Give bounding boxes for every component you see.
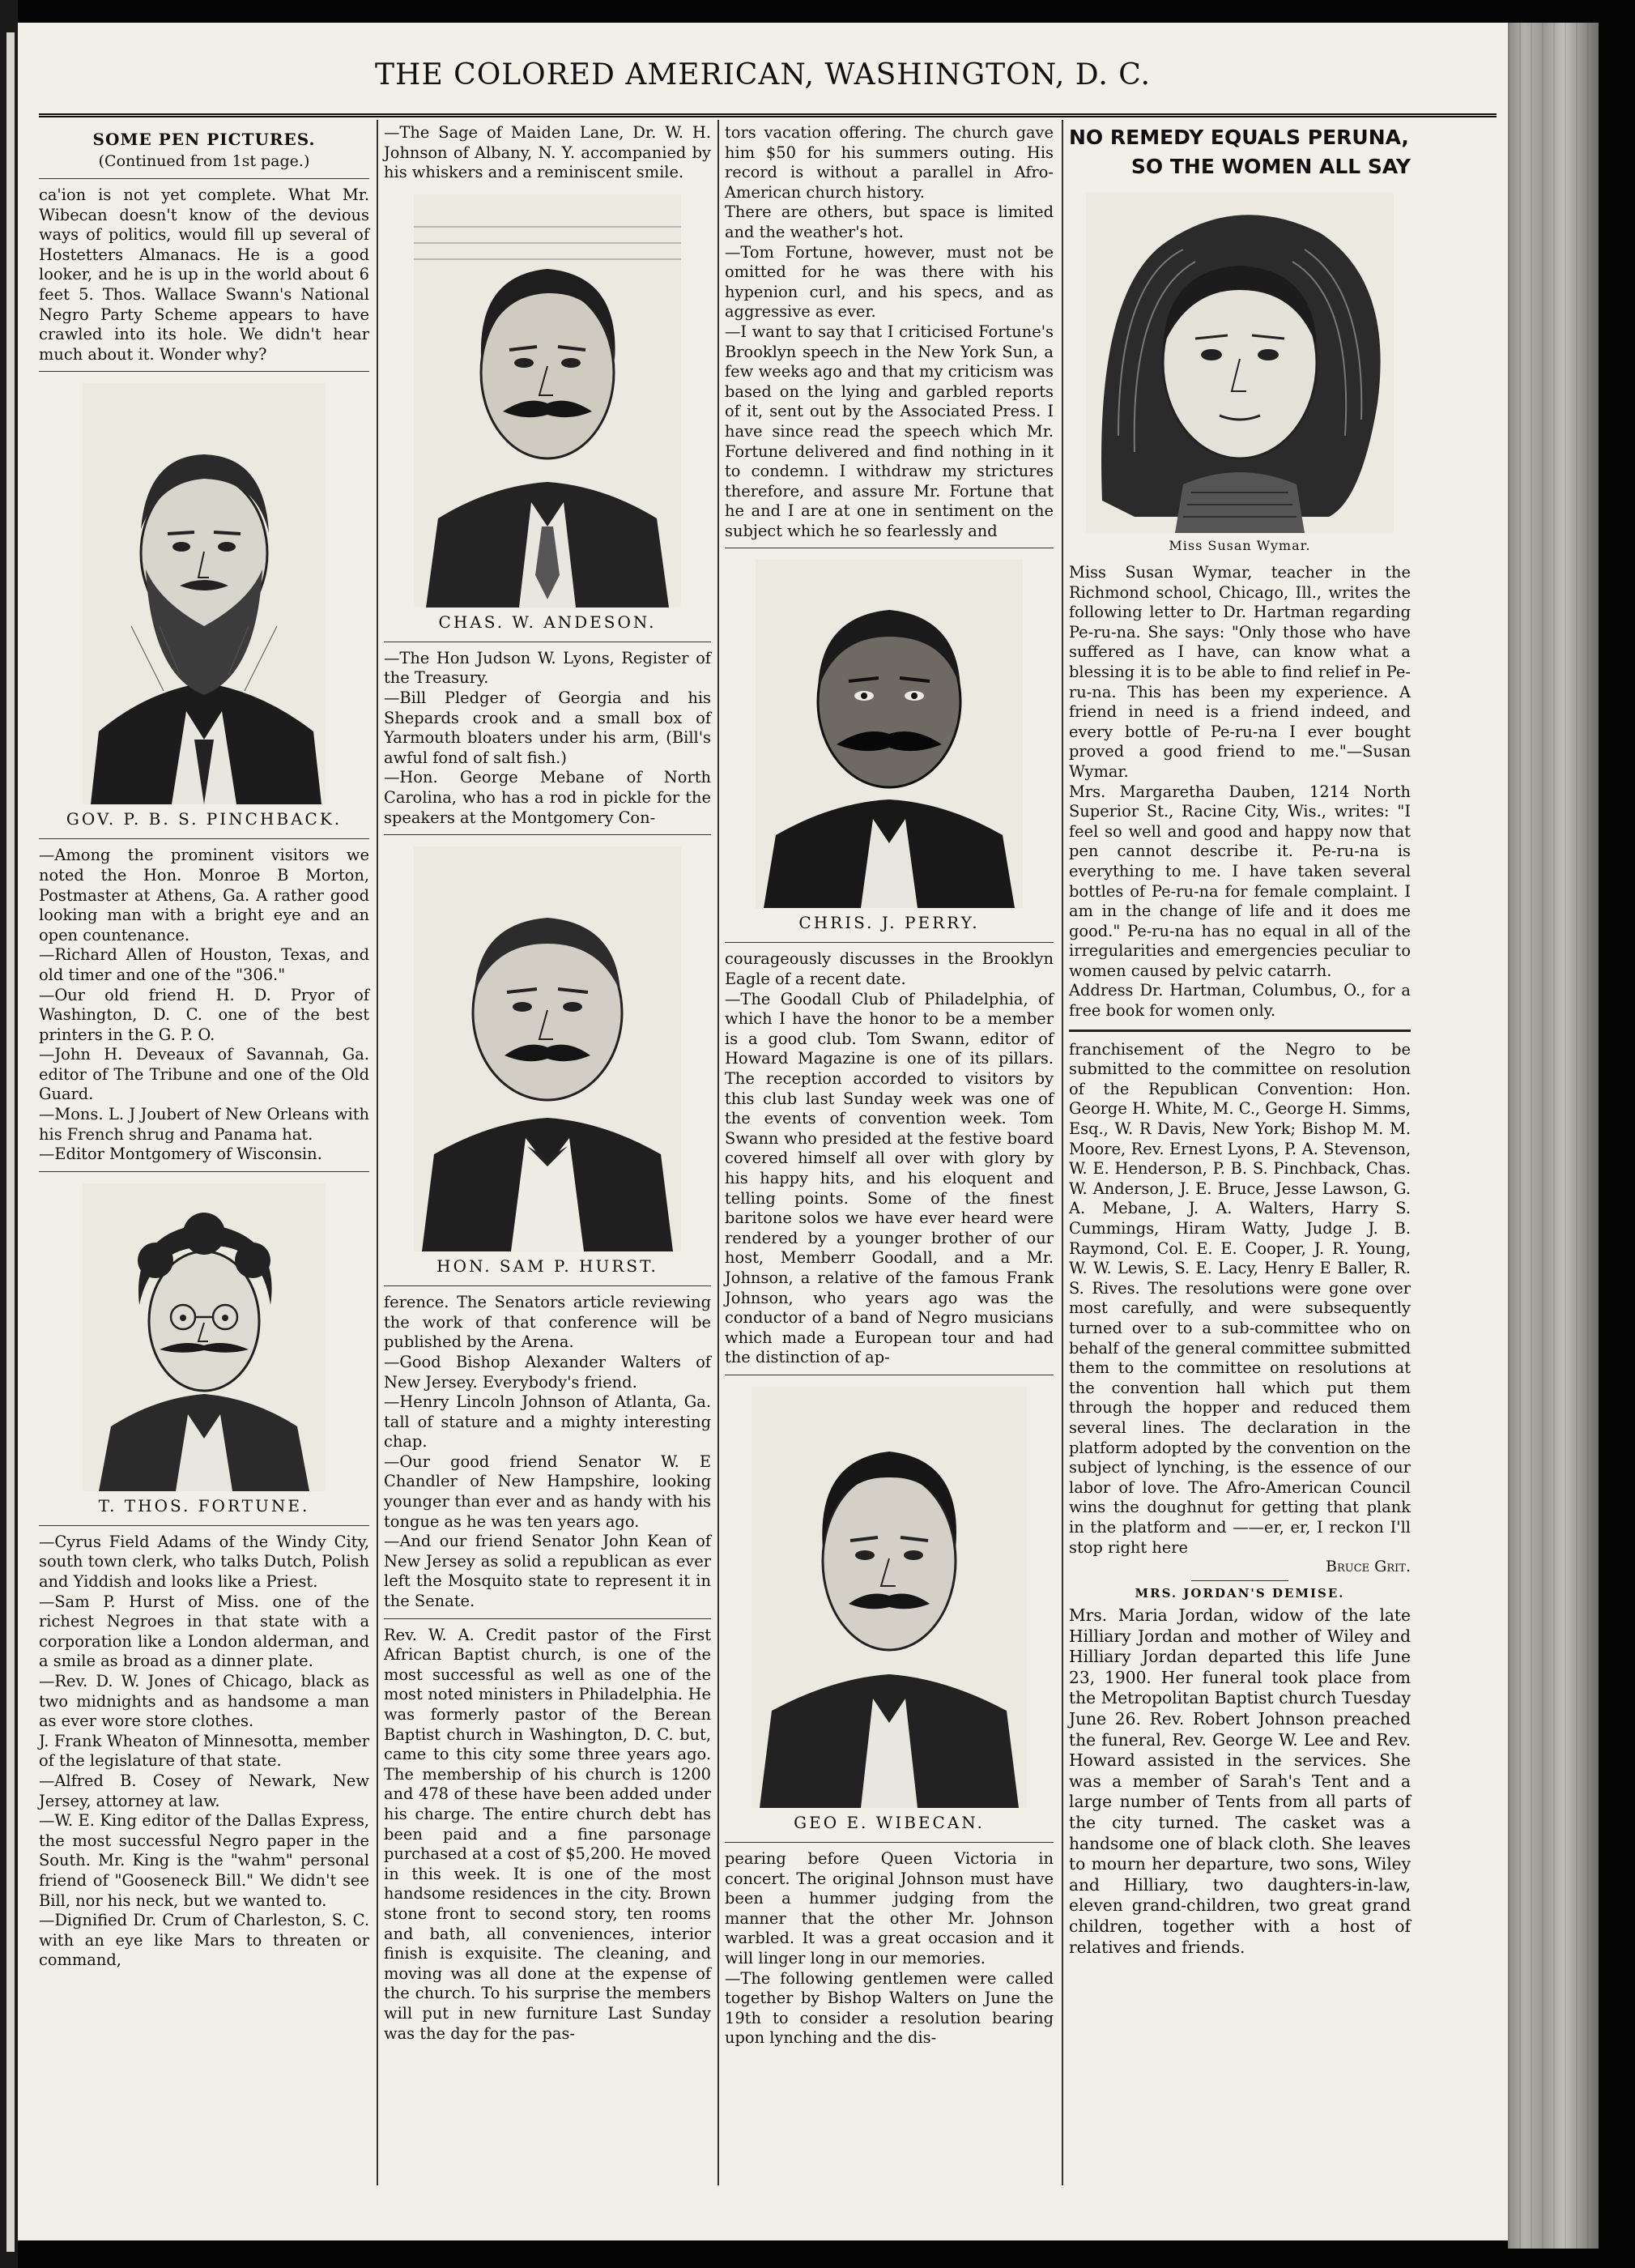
divider (384, 834, 711, 835)
divider (1191, 1580, 1288, 1581)
paragraph: —Rev. D. W. Jones of Chicago, black as two midnights and as handsome a man as ever wore store clothes. (39, 1672, 369, 1731)
paragraph: franchisement of the Negro to be submitted to the committee on resolution of the Republican Convention: Hon. George H. White, M. C., George H. Simms, Esq., W. R Davis, New York; Bishop M. M. Moore, Rev. Ernest Lyons, P. A. Stevenson, W. E. Henderson, P. B. S. Pinchback, Chas. W. Anderson, J. E. Bruce, Jesse Lawson, G. A. Mebane, J. A. Walters, Harry S. Cummings, Hiram Watty, Judge J. B. Raymond, Col. E. E. Cooper, J. R. Young, W. W. Lewis, S. E. Lacy, Henry E Baller, R. S. Rives. The resolutions were gone over most carefully, and were subsequently turned over to a sub-committee who on behalf of the general committee submitted them to the committee on resolutions at the convention hall which put them through the hopper and reduced them several lines. The declaration in the platform adopted by the convention on the subject of lynching, is the essence of our labor of love. The Afro-American Council wins the doughnut for getting that plank in the platform and ——er, er, I reckon I'll stop right here (1069, 1039, 1411, 1557)
divider (39, 838, 369, 839)
paragraph: —I want to say that I criticised Fortune's Brooklyn speech in the New York Sun, a few weeks ago and that my criticism was based on the lying and garbled reports of it, sent out by the Associated Press. I have since read the speech which Mr. Fortune delivered and find nothing in it to condemn. I withdraw my strictures therefore, and assure Mr. Fortune that he and I are at one in sentiment on the subject which he so fearlessly and (725, 322, 1054, 540)
divider (1069, 1030, 1411, 1032)
portrait-engraving-hurst (414, 846, 681, 1251)
signature: Bruce Grit. (1326, 1558, 1411, 1576)
ad-headline: SO THE WOMEN ALL SAY (1130, 155, 1411, 178)
paragraph: Mrs. Maria Jordan, widow of the late Hilliary Jordan and mother of Wiley and Hilliary Jordan departed this life June 23, 1900. Her funeral took place from the Metropolitan Baptist church Tuesday June 26. Rev. Robert Johnson preached the funeral, Rev. George W. Lee and Rev. Howard assisted in the services. She was a member of Sarah's Tent and a large number of Tents from all parts of the city turned. The casket was a handsome one of black cloth. She leaves to mourn her departure, two sons, Wiley and Hilliary, two daughters-in-law, eleven grand-children, two great grand children, together with a host of relatives and friends. (1069, 1605, 1411, 1957)
column-4 (1069, 123, 1411, 1958)
divider (384, 1618, 711, 1619)
paragraph: Rev. W. A. Credit pastor of the First African Baptist church, is one of the most successful as well as one of the most noted ministers in Philadelphia. He was formerly pastor of the Berean Baptist church in Washington, D. C. but, came to this city some three years ago. The membership of his church is 1200 and 478 of these have been added under his charge. The entire church debt has been paid and a fine parsonage purchased at a cost of $5,200. He moved in this week. It is one of the most handsome residences in the city. Brown stone front to second story, ten rooms and bath, all conveniences, interior finish is exquisite. The cleaning, and moving was all done at the expense of the church. To his surprise the members will put in new furniture Last Sunday was the day for the pas- (384, 1625, 711, 2043)
ad-caption: Miss Susan Wymar. (1169, 538, 1311, 553)
paragraph: —Our old friend H. D. Pryor of Washington, D. C. one of the best printers in the G. P. O. (39, 985, 369, 1044)
paragraph: —Hon. George Mebane of North Carolina, who has a rod in pickle for the speakers at the Montgomery Con- (384, 768, 711, 827)
ad-headline: NO REMEDY EQUALS PERUNA, (1069, 126, 1409, 149)
paragraph: —The Hon Judson W. Lyons, Register of the Treasury. (384, 648, 711, 688)
adjacent-page-edge (6, 32, 15, 2252)
paragraph: There are others, but space is limited and the weather's hot. (725, 202, 1054, 241)
portrait-caption: CHRIS. J. PERRY. (798, 913, 980, 933)
paragraph: —Editor Montgomery of Wisconsin. (39, 1145, 322, 1164)
portrait-engraving-fortune (83, 1183, 326, 1491)
column-rule (717, 120, 719, 2185)
paragraph: —Among the prominent visitors we noted the Hon. Monroe B Morton, Postmaster at Athens, Ga. A rather good looking man with a bright eye and an open countenance. (39, 846, 369, 944)
column-2 (384, 123, 711, 2044)
paragraph: pearing before Queen Victoria in concert. The original Johnson must have been a hummer judging from the manner that the other Mr. Johnson warbled. It was a great occasion and it will linger long in our memories. (725, 1848, 1054, 1967)
portrait-engraving-susan-wymar (1086, 193, 1394, 533)
divider (384, 1285, 711, 1286)
paragraph: tors vacation offering. The church gave him $50 for his summers outing. His record is without a parallel in Afro-American church history. (725, 123, 1054, 202)
portrait-caption: CHAS. W. ANDESON. (438, 612, 657, 632)
column-rule (1062, 120, 1063, 2185)
divider (725, 1842, 1054, 1843)
paragraph: —Our good friend Senator W. E Chandler of New Hampshire, looking younger than ever and as handy with his tongue as he was ten years ago. (384, 1452, 711, 1531)
divider (39, 1525, 369, 1526)
paragraph: —Mons. L. J Joubert of New Orleans with his French shrug and Panama hat. (39, 1105, 369, 1144)
portrait-caption: GOV. P. B. S. PINCHBACK. (66, 809, 343, 829)
article-heading: MRS. JORDAN'S DEMISE. (1135, 1586, 1345, 1601)
paragraph: ference. The Senators article reviewing the work of that conference will be published by the Arena. (384, 1293, 711, 1352)
divider (39, 178, 369, 179)
divider (39, 371, 369, 372)
paragraph: —Alfred B. Cosey of Newark, New Jersey, attorney at law. (39, 1771, 369, 1810)
paragraph: —Tom Fortune, however, must not be omitted for he was there with his hypenion curl, and his specs, and as aggressive as ever. (725, 242, 1054, 322)
ad-paragraph: Address Dr. Hartman, Columbus, O., for a free book for women only. (1069, 981, 1411, 1021)
portrait-engraving-pinchback (83, 383, 326, 804)
paragraph: —The Sage of Maiden Lane, Dr. W. H. Johnson of Albany, N. Y. accompanied by his whiskers and a reminiscent smile. (384, 123, 711, 182)
divider (725, 942, 1054, 943)
column-rule (377, 120, 378, 2185)
paragraph: —The following gentlemen were called together by Bishop Walters on June the 19th to consider a resolution bearing upon lynching and the dis- (725, 1968, 1054, 2048)
masthead: THE COLORED AMERICAN, WASHINGTON, D. C. (375, 58, 1151, 92)
portrait-caption: GEO E. WIBECAN. (794, 1812, 985, 1832)
newspaper-page (18, 23, 1508, 2240)
paragraph: —John H. Deveaux of Savannah, Ga. editor of The Tribune and one of the Old Guard. (39, 1045, 369, 1104)
column-3 (725, 123, 1054, 2048)
paragraph: —The Goodall Club of Philadelphia, of which I have the honor to be a member is a good club. Tom Swann, editor of Howard Magazine is one of its pillars. The reception accorded to visitors by this club last Sunday week was one of the events of convention week. Tom Swann who presided at the festive board covered himself all over with glory by his happy hits, and his eloquent and telling points. Some of the finest baritone solos we have ever heard were rendered by a younger brother of our host, Memberr Goodall, and a Mr. Johnson, a relative of the famous Frank Johnson, who years ago was the conductor of a band of Negro musicians which made a European tour and had the distinction of ap- (725, 989, 1054, 1367)
ad-paragraph: Miss Susan Wymar, teacher in the Richmond school, Chicago, Ill., writes the following letter to Dr. Hartman regarding Pe-ru-na. She says: "Only those who have suffered as I have, can know what a blessing it is to be able to find relief in Pe-ru-na. This has been my experience. A friend in need is a friend indeed, and every bottle of Pe-ru-na I ever bought proved a good friend to me."—Susan Wymar. (1069, 563, 1411, 781)
paragraph: —Good Bishop Alexander Walters of New Jersey. Everybody's friend. (384, 1352, 711, 1392)
paragraph: courageously discusses in the Brooklyn Eagle of a recent date. (725, 949, 1054, 989)
masthead-rule (39, 113, 1497, 117)
portrait-caption: T. THOS. FORTUNE. (98, 1495, 310, 1516)
paragraph: —Cyrus Field Adams of the Windy City, south town clerk, who talks Dutch, Polish and Yiddish and looks like a Priest. (39, 1532, 369, 1592)
article-heading: SOME PEN PICTURES. (92, 130, 316, 149)
ad-paragraph: Mrs. Margaretha Dauben, 1214 North Superior St., Racine City, Wis., writes: "I feel so well and good and happy now that pen cannot describe it. Pe-ru-na is everything to me. I have taken several bottles of Pe-ru-na for female complaint. I am in the change of life and it does me good." Pe-ru-na has no equal in all of the irregularities and emergencies peculiar to women caused by pelvic catarrh. (1069, 782, 1411, 980)
column-1 (39, 123, 369, 1971)
paragraph: —Sam P. Hurst of Miss. one of the richest Negroes in that state with a corporation like a London alderman, and a smile as broad as a dinner plate. (39, 1592, 369, 1671)
paragraph: —And our friend Senator John Kean of New Jersey as solid a republican as ever left the Mosquito state to represent it in the Senate. (384, 1532, 711, 1611)
portrait-engraving-perry (756, 560, 1023, 908)
portrait-engraving-wibecan (752, 1387, 1027, 1808)
paragraph: ca'ion is not yet complete. What Mr. Wibecan doesn't know of the devious ways of politics, would fill up several of Hostetters Almanacs. He is a good looker, and he is up in the world about 6 feet 5. Thos. Wallace Swann's National Negro Party Scheme appears to have crawled into its hole. We didn't hear much about it. Wonder why? (39, 185, 369, 364)
paragraph: —Henry Lincoln Johnson of Atlanta, Ga. tall of stature and a mighty interesting chap. (384, 1392, 711, 1452)
portrait-caption: HON. SAM P. HURST. (436, 1256, 658, 1277)
paragraph: J. Frank Wheaton of Minnesotta, member of the legislature of that state. (39, 1731, 369, 1771)
paragraph: —Richard Allen of Houston, Texas, and old timer and one of the "306." (39, 945, 369, 984)
article-subheading: (Continued from 1st page.) (98, 152, 310, 170)
paragraph: —Bill Pledger of Georgia and his Shepards crook and a small box of Yarmouth bloaters under his arm, (Bill's awful fond of salt fish.) (384, 688, 711, 767)
paragraph: —Dignified Dr. Crum of Charleston, S. C. with an eye like Mars to threaten or command, (39, 1911, 369, 1970)
paragraph: —W. E. King editor of the Dallas Express, the most successful Negro paper in the South. Mr. King is the "wahm" personal friend of "Gooseneck Bill." We didn't see Bill, nor his neck, but we wanted to. (39, 1811, 369, 1910)
binding-edge (1508, 23, 1599, 2249)
divider (39, 1171, 369, 1172)
portrait-engraving-andeson (414, 194, 681, 608)
